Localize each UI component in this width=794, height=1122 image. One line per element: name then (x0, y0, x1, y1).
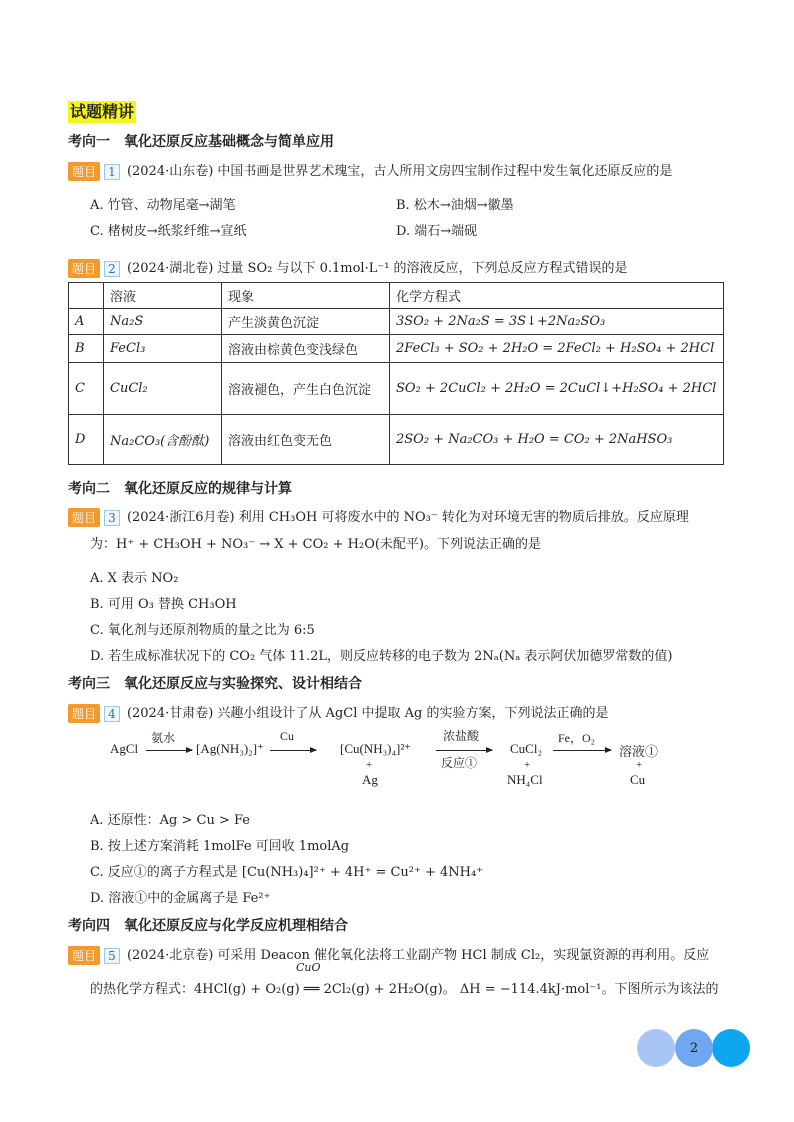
species-ag-complex: [Ag(NH₃)₂]⁺ (196, 741, 264, 756)
section-title: 试题精讲 (70, 102, 135, 121)
option-d: D. 若生成标准状况下的 CO₂ 气体 11.2L，则反应转移的电子数为 2Nₐ(Nₐ 表示阿伏加德罗常数的值) (90, 649, 673, 664)
table-cell: Na₂S (104, 309, 222, 335)
table-cell: D (69, 415, 104, 465)
question-number: 3 (104, 510, 120, 526)
question-badge: 题目 (68, 508, 100, 527)
table-row (69, 363, 724, 415)
table-cell: B (69, 335, 104, 363)
question-badge: 题目 (68, 259, 100, 278)
question-text: (2024·湖北卷) 过量 SO₂ 与以下 0.1mol·L⁻¹ 的溶液反应，下列总反应方程式错误的是 (126, 261, 628, 276)
option-a: A. X 表示 NO₂ (90, 571, 179, 586)
question-3 (68, 506, 689, 527)
table-cell: A (69, 309, 104, 335)
table-cell: 溶液褪色，产生白色沉淀 (222, 363, 390, 415)
catalyst-label: CuO (296, 961, 321, 974)
table-header-row (69, 283, 724, 309)
table-cell: FeCl₃ (104, 335, 222, 363)
heading-3: 考向三 氧化还原反应与实验探究、设计相结合 (68, 676, 362, 692)
species-nh4cl: NH₄Cl (507, 772, 543, 787)
table-cell: 2FeCl₃ + SO₂ + 2H₂O = 2FeCl₂ + H₂SO₄ + 2HCl (390, 335, 724, 363)
reaction-table (68, 282, 724, 465)
question-number: 4 (104, 706, 120, 722)
table-cell: 2SO₂ + Na₂CO₃ + H₂O = CO₂ + 2NaHSO₃ (390, 415, 724, 465)
plus-sign: + (366, 759, 373, 771)
species-solution: 溶液① (619, 744, 659, 759)
table-header-cell: 化学方程式 (390, 283, 724, 309)
reagent-hcl: 浓盐酸 (443, 729, 480, 743)
table-cell: CuCl₂ (104, 363, 222, 415)
question-text-continued: 的热化学方程式：4HCl(g) + O₂(g) ══ 2Cl₂(g) + 2H₂O(g)。 ΔH = −114.4kJ·mol⁻¹。下图所示为该法的 (90, 982, 719, 997)
heading-2: 考向二 氧化还原反应的规律与计算 (68, 481, 292, 497)
arrow-right-icon (270, 750, 316, 751)
decor-circle-left (637, 1029, 675, 1067)
species-agcl: AgCl (110, 741, 139, 756)
species-cucl2: CuCl₂ (510, 741, 542, 756)
table-header-cell: 溶液 (104, 283, 222, 309)
heading-1: 考向一 氧化还原反应基础概念与简单应用 (68, 134, 334, 150)
question-text: (2024·北京卷) 可采用 Deacon 催化氧化法将工业副产物 HCl 制成 Cl₂，实现氯资源的再利用。反应 (126, 948, 710, 963)
option-d: D. 端石→端砚 (396, 224, 478, 239)
decor-circle-right (712, 1029, 750, 1067)
species-cu: Cu (630, 772, 646, 787)
table-cell: SO₂ + 2CuCl₂ + 2H₂O = 2CuCl↓+H₂SO₄ + 2HCl (390, 363, 724, 415)
question-text: (2024·甘肃卷) 兴趣小组设计了从 AgCl 中提取 Ag 的实验方案，下列说法正确的是 (126, 706, 609, 721)
question-number: 1 (104, 164, 120, 180)
option-d: D. 溶液①中的金属离子是 Fe²⁺ (90, 891, 271, 906)
species-ag: Ag (362, 772, 378, 787)
table-header-cell (69, 283, 104, 309)
table-row (69, 415, 724, 465)
question-2 (68, 257, 628, 278)
question-badge: 题目 (68, 704, 100, 723)
question-number: 5 (104, 948, 120, 964)
table-cell: 产生淡黄色沉淀 (222, 309, 390, 335)
table-cell: C (69, 363, 104, 415)
question-number: 2 (104, 261, 120, 277)
option-b: B. 可用 O₃ 替换 CH₃OH (90, 597, 237, 612)
reagent-cu: Cu (280, 729, 295, 743)
heading-4: 考向四 氧化还原反应与化学反应机理相结合 (68, 918, 348, 934)
arrow-right-icon (436, 750, 492, 751)
question-5 (68, 944, 709, 965)
arrow-right-icon (553, 750, 611, 751)
option-b: B. 按上述方案消耗 1molFe 可回收 1molAg (90, 839, 350, 854)
question-text-continued: 为：H⁺ + CH₃OH + NO₃⁻ → X + CO₂ + H₂O(未配平)。下列说法正确的是 (90, 537, 542, 552)
question-badge: 题目 (68, 946, 100, 965)
option-c: C. 反应①的离子方程式是 [Cu(NH₃)₄]²⁺ + 4H⁺ = Cu²⁺ + 4NH₄⁺ (90, 865, 484, 880)
plus-sign: + (636, 759, 643, 771)
table-cell: 溶液由红色变无色 (222, 415, 390, 465)
option-b: B. 松木→油烟→徽墨 (396, 198, 514, 213)
question-1 (68, 160, 672, 181)
species-cu-complex: [Cu(NH₃)₄]²⁺ (340, 741, 412, 756)
reaction-label: 反应① (441, 756, 478, 770)
question-text: (2024·山东卷) 中国书画是世界艺术瑰宝，古人所用文房四宝制作过程中发生氧化还原反应的是 (126, 164, 673, 179)
option-c: C. 楮树皮→纸浆纤维→宣纸 (90, 224, 247, 239)
option-a: A. 还原性：Ag > Cu > Fe (90, 813, 250, 828)
table-row (69, 309, 724, 335)
table-cell: Na₂CO₃(含酚酞) (104, 415, 222, 465)
table-row (69, 335, 724, 363)
table-cell: 3SO₂ + 2Na₂S = 3S↓+2Na₂SO₃ (390, 309, 724, 335)
question-4 (68, 702, 608, 723)
reagent-fe-o2: Fe，O₂ (558, 731, 595, 745)
reagent-ammonia: 氨水 (151, 731, 176, 745)
plus-sign: + (524, 759, 531, 771)
question-text: (2024·浙江6月卷) 利用 CH₃OH 可将废水中的 NO₃⁻ 转化为对环境无害的物质后排放。反应原理 (126, 510, 689, 525)
table-header-cell: 现象 (222, 283, 390, 309)
page-number: 2 (675, 1029, 713, 1067)
table-cell: 溶液由棕黄色变浅绿色 (222, 335, 390, 363)
option-c: C. 氧化剂与还原剂物质的量之比为 6:5 (90, 623, 315, 638)
question-badge: 题目 (68, 162, 100, 181)
option-a: A. 竹管、动物尾毫→湖笔 (90, 198, 236, 213)
arrow-right-icon (146, 750, 192, 751)
